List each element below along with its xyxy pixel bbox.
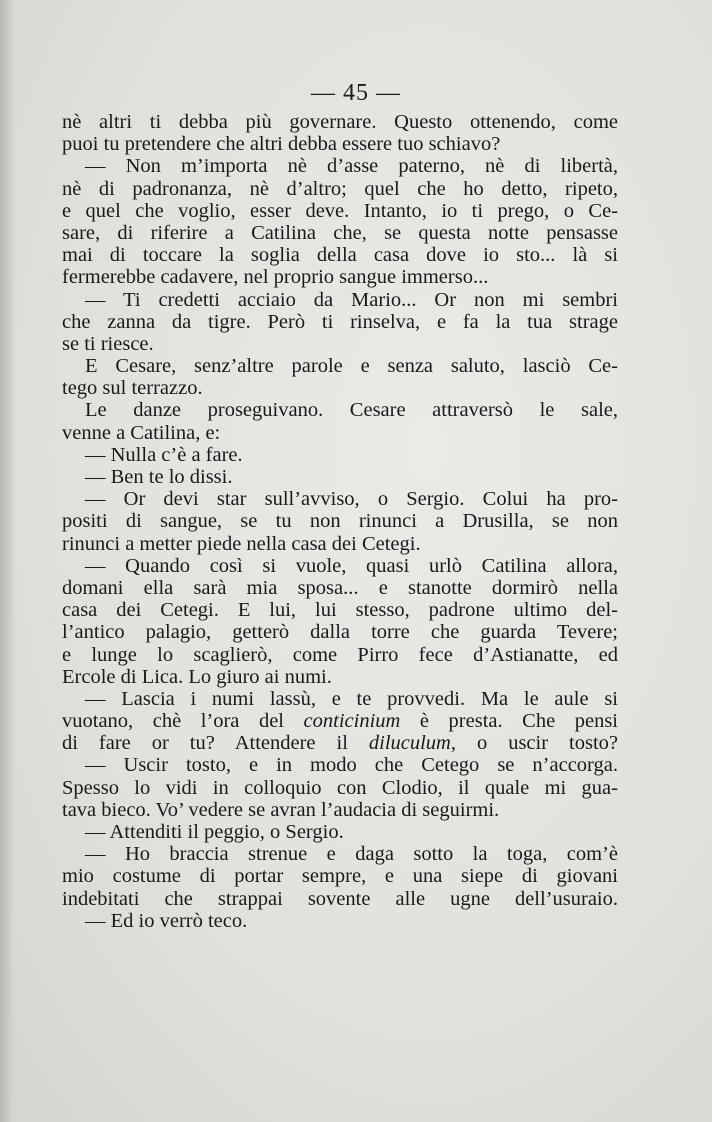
text-line: venne a Catilina, e:	[62, 421, 221, 444]
text-line: — Ben te lo dissi.	[85, 466, 233, 488]
text-line: — Ed io verrò teco.	[85, 909, 248, 932]
text-line: mai di toccare la soglia della casa dove io sto... là si	[62, 244, 618, 267]
text-line: tava bieco. Vo’ vedere se avran l’audacia di seguirmi.	[62, 798, 500, 821]
text-segment: è presta. Che pensi	[400, 710, 618, 733]
text-line: l’antico palagio, getterò dalla torre che guarda Tevere;	[62, 621, 618, 644]
text-line	[62, 732, 618, 754]
page-number: — 45 —	[311, 80, 401, 106]
text-line: — Uscir tosto, e in modo che Cetego se n’accorga.	[85, 754, 618, 777]
text-line: rinunci a metter piede nella casa dei Cetegi.	[62, 532, 421, 555]
text-line: — Non m’importa nè d’asse paterno, nè di libertà,	[85, 155, 618, 178]
text-line: — Nulla c’è a fare.	[85, 443, 243, 466]
italic-term: conticinium	[303, 710, 401, 733]
text-line: che zanna da tigre. Però ti rinselva, e fa la tua strage	[62, 310, 618, 333]
text-line: nè di padronanza, nè d’altro; quel che ho detto, ripeto,	[62, 177, 618, 200]
text-line: — Quando così si vuole, quasi urlò Catilina allora,	[85, 554, 618, 577]
body-text	[62, 111, 618, 932]
text-line: Le danze proseguivano. Cesare attraversò le sale,	[85, 399, 618, 422]
text-line: — Ti credetti acciaio da Mario... Or non mi sembri	[85, 288, 618, 311]
italic-term: diluculum,	[368, 732, 456, 755]
text-line	[62, 710, 618, 732]
text-line: E Cesare, senz’altre parole e senza saluto, lasciò Ce-	[85, 355, 618, 378]
text-line: — Attenditi il peggio, o Sergio.	[85, 821, 344, 843]
text-line: Spesso lo vidi in colloquio con Clodio, il quale mi gua-	[62, 776, 618, 799]
text-segment: di fare or tu? Attendere il	[62, 732, 369, 755]
text-segment: o uscir tosto?	[456, 732, 618, 755]
text-line: mio costume di portar sempre, e una siepe di giovani	[62, 865, 618, 888]
text-segment: vuotano, chè l’ora del	[62, 710, 304, 733]
text-line: nè altri ti debba più governare. Questo ottenendo, come	[62, 111, 618, 133]
text-line: tego sul terrazzo.	[62, 377, 203, 400]
text-line: domani ella sarà mia sposa... e stanotte dormirò nella	[62, 576, 618, 599]
text-line: puoi tu pretendere che altri debba essere tuo schiavo?	[62, 133, 501, 156]
text-line: — Lascia i numi lassù, e te provvedi. Ma le aule si	[85, 687, 618, 710]
text-line: positi di sangue, se tu non rinunci a Drusilla, se non	[62, 510, 618, 533]
text-line: e lunge lo scaglierò, come Pirro fece d’Astianatte, ed	[62, 643, 618, 666]
text-line: indebitati che strappai sovente alle ugne dell’usuraio.	[62, 887, 618, 910]
text-line: casa dei Cetegi. E lui, lui stesso, padrone ultimo del-	[62, 599, 618, 622]
text-line: — Or devi star sull’avviso, o Sergio. Colui ha pro-	[85, 488, 618, 511]
text-line: fermerebbe cadavere, nel proprio sangue immerso...	[62, 266, 489, 289]
text-line: — Ho braccia strenue e daga sotto la toga, com’è	[85, 843, 618, 866]
text-line: se ti riesce.	[62, 332, 154, 355]
text-line: sare, di riferire a Catilina che, se questa notte pensasse	[62, 221, 618, 244]
text-line: Ercole di Lica. Lo giuro ai numi.	[62, 665, 332, 688]
text-line: e quel che voglio, esser deve. Intanto, io ti prego, o Ce-	[62, 199, 618, 222]
page-binding-edge	[0, 0, 16, 1122]
